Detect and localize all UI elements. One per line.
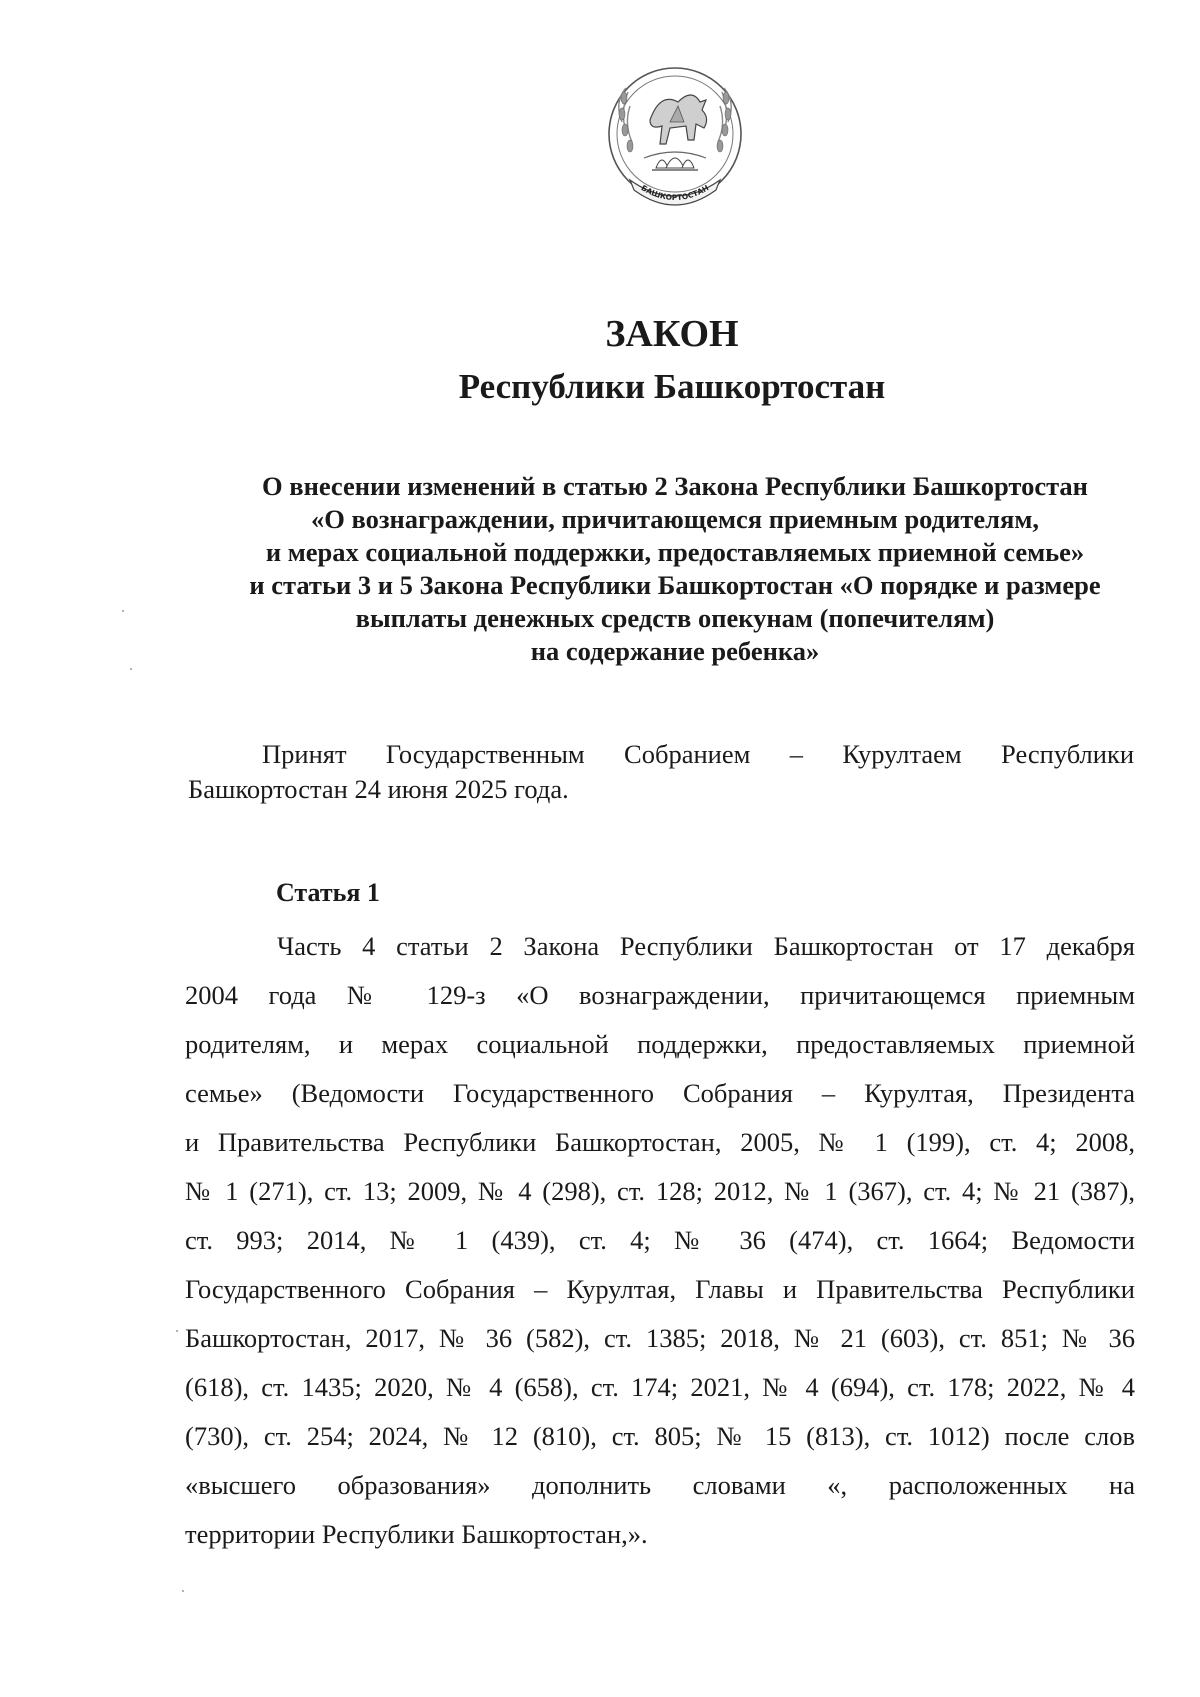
article-line: 2004 года № 129-з «О вознаграждении, причитающемся приемным [185,980,1135,1010]
subject-line: и статьи 3 и 5 Закона Республики Башкортостан «О порядке и размере [249,570,1101,600]
subject-line: и мерах социальной поддержки, предоставляемых приемной семье» [265,537,1085,567]
subject-line: О внесении изменений в статью 2 Закона Республики Башкортостан [262,471,1088,501]
article-line: Башкортостан, 2017, № 36 (582), ст. 1385; 2018, № 21 (603), ст. 851; № 36 [185,1323,1135,1353]
article-line: родителям, и мерах социальной поддержки, предоставляемых приемной [185,1029,1135,1059]
article-line: № 1 (271), ст. 13; 2009, № 4 (298), ст. 128; 2012, № 1 (367), ст. 4; № 21 (387), [185,1176,1135,1206]
coat-of-arms-emblem [600,62,750,222]
article-line: Государственного Собрания – Курултая, Главы и Правительства Республики [185,1274,1135,1304]
scan-speck [182,1590,184,1592]
article-line: «высшего образования» дополнить словами «, расположенных на [185,1470,1135,1500]
adoption-line: Принят Государственным Собранием – Курултаем Республики [262,739,1134,769]
adoption-statement [188,737,1134,807]
emblem-ribbon-text: БАШКОРТОСТАН [639,183,711,203]
article-line: Часть 4 статьи 2 Закона Республики Башкортостан от 17 декабря [277,931,1135,961]
subject-line: «О вознаграждении, причитающемся приемным родителям, [310,504,1039,534]
article-body [185,922,1135,1559]
article-line: (730), ст. 254; 2024, № 12 (810), ст. 805; № 15 (813), ст. 1012) после слов [185,1421,1135,1451]
scan-speck [130,668,132,670]
adoption-line: Башкортостан 24 июня 2025 года. [188,774,569,804]
article-line: семье» (Ведомости Государственного Собрания – Курултая, Президента [185,1078,1135,1108]
article-line: ст. 993; 2014, № 1 (439), ст. 4; № 36 (474), ст. 1664; Ведомости [185,1225,1135,1255]
scan-speck [122,610,124,612]
document-subtitle: Республики Башкортостан [458,367,886,406]
subject-line: на содержание ребенка» [530,636,820,666]
document-title: ЗАКОН [605,313,739,355]
article-line: территории Республики Башкортостан,». [185,1519,648,1549]
article-line: и Правительства Республики Башкортостан, 2005, № 1 (199), ст. 4; 2008, [185,1127,1135,1157]
subject-line: выплаты денежных средств опекунам (попечителям) [355,603,995,633]
article-heading: Статья 1 [276,878,380,907]
scan-speck [176,1330,178,1332]
article-line: (618), ст. 1435; 2020, № 4 (658), ст. 174; 2021, № 4 (694), ст. 178; 2022, № 4 [185,1372,1135,1402]
law-subject [200,470,1150,668]
